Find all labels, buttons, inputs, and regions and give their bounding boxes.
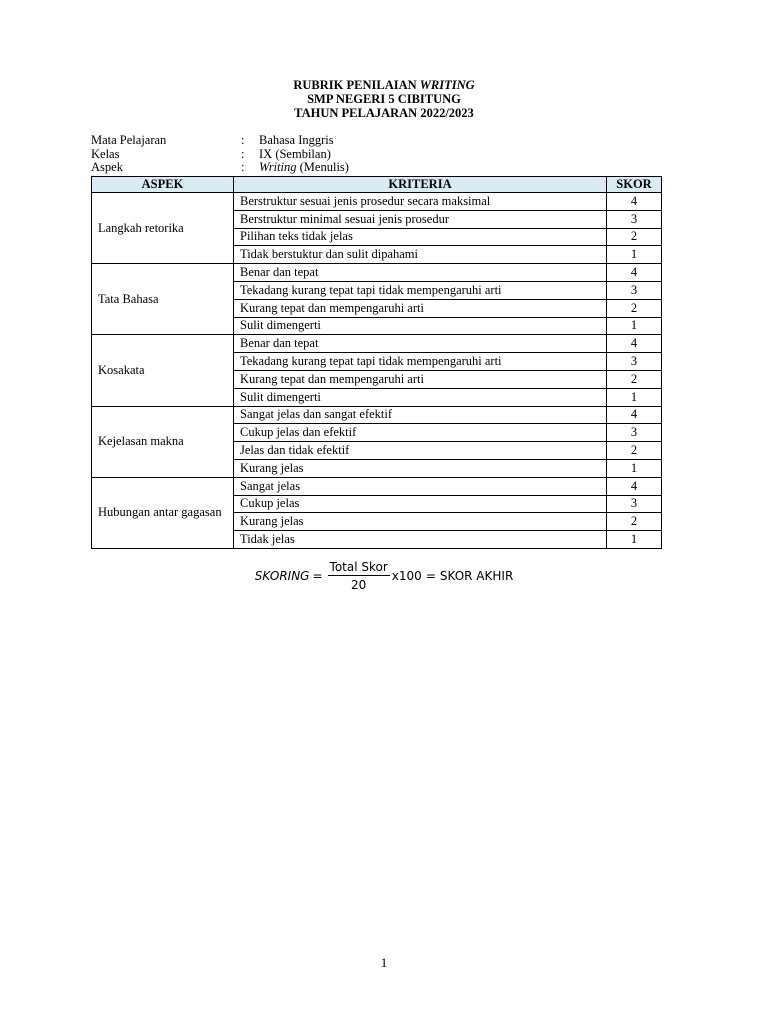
kriteria-cell: Jelas dan tidak efektif (234, 442, 607, 460)
kriteria-cell: Kurang tepat dan mempengaruhi arti (234, 370, 607, 388)
kriteria-cell: Kurang tepat dan mempengaruhi arti (234, 299, 607, 317)
header-aspek: ASPEK (92, 177, 234, 193)
skor-cell: 4 (607, 193, 662, 211)
aspek-cell: Kosakata (92, 335, 234, 406)
skor-cell: 3 (607, 424, 662, 442)
skor-cell: 1 (607, 388, 662, 406)
scoring-formula (0, 560, 768, 592)
skor-cell: 4 (607, 406, 662, 424)
formula-rhs: SKOR AKHIR (439, 569, 514, 583)
skor-cell: 4 (607, 264, 662, 282)
kriteria-cell: Sangat jelas dan sangat efektif (234, 406, 607, 424)
formula-fraction (328, 560, 390, 592)
aspek-cell: Langkah retorika (92, 193, 234, 264)
skor-cell: 1 (607, 317, 662, 335)
table-row (92, 193, 662, 211)
formula-equals: = (312, 569, 323, 583)
kriteria-cell: Berstruktur sesuai jenis prosedur secara maksimal (234, 193, 607, 211)
table-row (92, 406, 662, 424)
skor-cell: 1 (607, 246, 662, 264)
aspek-cell: Kejelasan makna (92, 406, 234, 477)
table-row (92, 477, 662, 495)
page-number: 1 (380, 955, 388, 970)
kriteria-cell: Tidak berstuktur dan sulit dipahami (234, 246, 607, 264)
formula-lhs: SKORING (254, 569, 310, 583)
kriteria-cell: Cukup jelas dan efektif (234, 424, 607, 442)
table-row (92, 264, 662, 282)
skor-cell: 3 (607, 353, 662, 371)
skor-cell: 2 (607, 370, 662, 388)
skor-cell: 2 (607, 513, 662, 531)
meta-row-subject: Mata Pelajaran : Bahasa Inggris (91, 133, 334, 147)
title-line-1: RUBRIK PENILAIAN WRITING (293, 78, 475, 92)
meta-info (91, 134, 349, 175)
skor-cell: 1 (607, 459, 662, 477)
header-kriteria: KRITERIA (234, 177, 607, 193)
skor-cell: 3 (607, 281, 662, 299)
title-line-2: SMP NEGERI 5 CIBITUNG (307, 92, 461, 106)
kriteria-cell: Sulit dimengerti (234, 388, 607, 406)
kriteria-cell: Sulit dimengerti (234, 317, 607, 335)
kriteria-cell: Berstruktur minimal sesuai jenis prosedur (234, 210, 607, 228)
meta-row-aspect: Aspek : Writing (Menulis) (91, 160, 349, 174)
kriteria-cell: Tidak jelas (234, 531, 607, 549)
rubric-body (92, 193, 662, 549)
skor-cell: 2 (607, 442, 662, 460)
kriteria-cell: Sangat jelas (234, 477, 607, 495)
table-row (92, 335, 662, 353)
rubric-table (91, 176, 662, 549)
kriteria-cell: Benar dan tepat (234, 335, 607, 353)
formula-numerator: Total Skor (329, 560, 388, 574)
formula-multiplier: x100 (391, 569, 422, 583)
aspek-cell: Tata Bahasa (92, 264, 234, 335)
skor-cell: 2 (607, 299, 662, 317)
table-header-row (92, 177, 662, 193)
meta-row-class: Kelas : IX (Sembilan) (91, 146, 331, 161)
skor-cell: 4 (607, 335, 662, 353)
title-line-3: TAHUN PELAJARAN 2022/2023 (294, 106, 474, 120)
skor-cell: 4 (607, 477, 662, 495)
skor-cell: 1 (607, 531, 662, 549)
kriteria-cell: Tekadang kurang tepat tapi tidak mempengaruhi arti (234, 281, 607, 299)
kriteria-cell: Tekadang kurang tepat tapi tidak mempengaruhi arti (234, 353, 607, 371)
skor-cell: 3 (607, 495, 662, 513)
header-skor: SKOR (607, 177, 662, 193)
skor-cell: 2 (607, 228, 662, 246)
document-title (0, 78, 768, 120)
kriteria-cell: Pilihan teks tidak jelas (234, 228, 607, 246)
kriteria-cell: Benar dan tepat (234, 264, 607, 282)
kriteria-cell: Cukup jelas (234, 495, 607, 513)
formula-equals-2: = (425, 569, 436, 583)
skor-cell: 3 (607, 210, 662, 228)
formula-denominator: 20 (351, 578, 367, 592)
aspek-cell: Hubungan antar gagasan (92, 477, 234, 548)
kriteria-cell: Kurang jelas (234, 513, 607, 531)
kriteria-cell: Kurang jelas (234, 459, 607, 477)
